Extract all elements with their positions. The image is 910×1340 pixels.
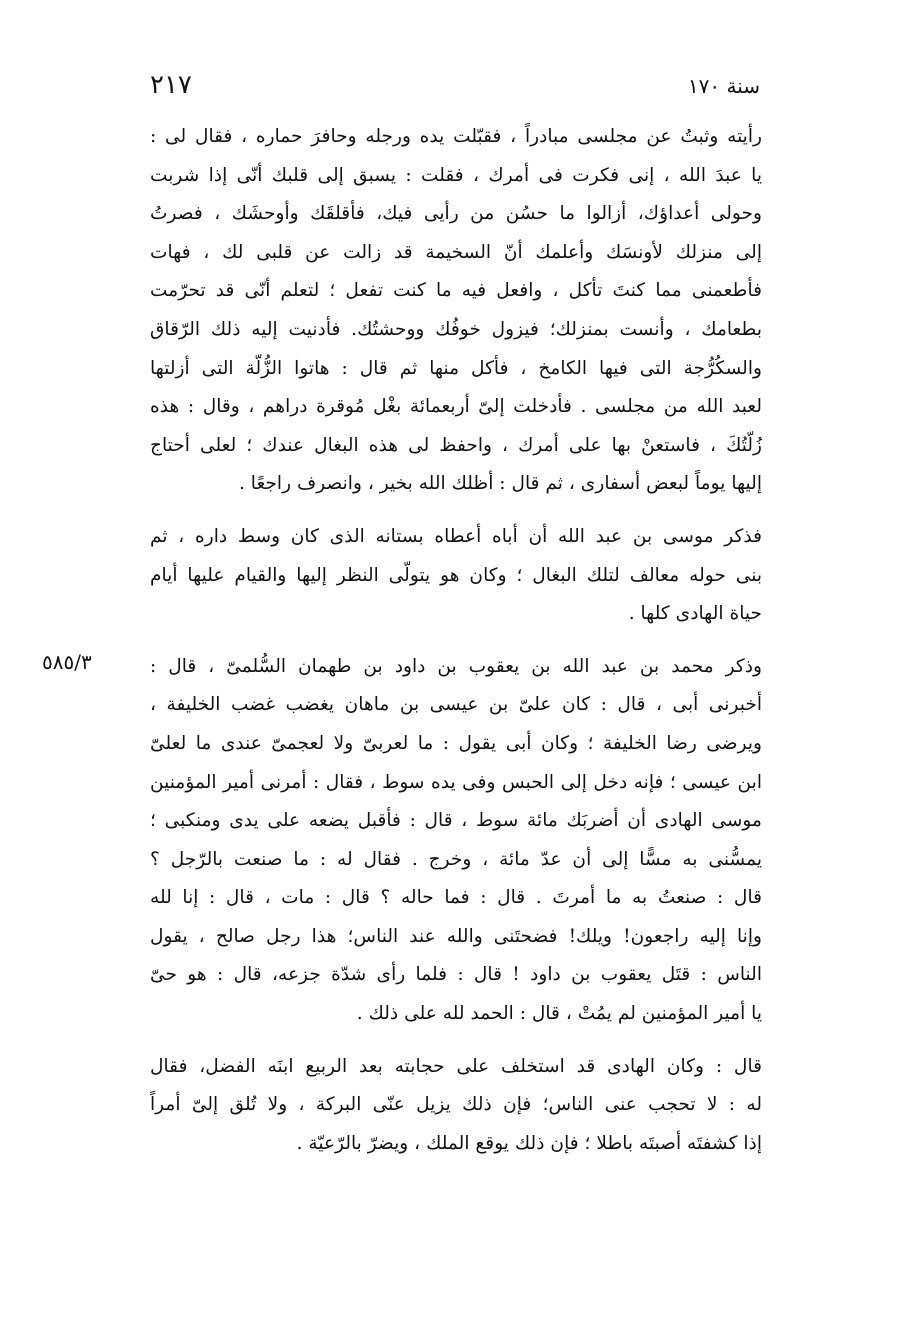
paragraph-4: [150, 1048, 762, 1164]
text-line: لعبد الله من مجلسى . فأدخلت إلىّ أربعمائة بغْل مُوقرة دراهم ، وقال : هذه: [150, 396, 762, 418]
text-line: قال : وكان الهادى قد استخلف على حجابته بعد الربيع ابنَه الفضل، فقال: [150, 1055, 762, 1077]
text-line: أخبرنى أبى ، قال : كان علىّ بن عيسى بن ماهان يغضب غضب الخليفة ،: [150, 694, 762, 716]
text-line: ابن عيسى ؛ فإنه دخل إلى الحبس وفى يده سوط ، فقال : أمرنى أمير المؤمنين: [150, 771, 762, 793]
text-line: زُلّتُكَ ، فاستعنْ بها على أمرك ، واحفظ لى هذه البغال عندك ؛ لعلى أحتاج: [150, 434, 762, 456]
text-line: موسى الهادى أن أضربَك مائة سوط ، قال : فأقبل يضعه على يدى ومنكبى ؛: [150, 810, 762, 832]
text-line: قال : صنعتُ به ما أمرتَ . قال : فما حاله ؟ قال : مات ، قال : إنا لله: [150, 887, 762, 909]
text-line: بطعامك ، وأنست بمنزلك؛ فيزول خوفُك ووحشتُك. فأدنيت إليه ذلك الرّقاق: [150, 318, 762, 340]
text-line: والسكُرُّجة التى فيها الكامخ ، فأكل منها ثم قال : هاتوا الزُّلّة التى أزلتها: [150, 357, 762, 379]
paragraph-1: [150, 118, 762, 504]
text-line: إذا كشفتَه أصبتَه باطلا ؛ فإن ذلك يوقع الملك ، ويضرّ بالرّعيّة .: [296, 1132, 762, 1154]
text-line: فأطعمنى مما كنتَ تأكل ، وافعل فيه ما كنت تفعل ؛ لتعلم أنّى قد تحرّمت: [150, 280, 762, 302]
text-line: رأيته وثبتُ عن مجلسى مبادراً ، فقبّلت يده ورجله وحافرَ حماره ، فقال لى :: [150, 126, 762, 147]
page-number: ٢١٧: [150, 70, 192, 100]
text-line: الناس : قتَل يعقوب بن داود ! قال : فلما رأى شدّة جزعه، قال : هو حىّ: [150, 964, 762, 986]
text-line: وحولى أعداؤك، أزالوا ما حسُن من رأيى فيك، فأقلقَك وأوحشَك ، فصرتُ: [150, 203, 762, 225]
text-line: له : لا تحجب عنى الناس؛ فإن ذلك يزيل عنّى البركة ، ولا تُلق إلىّ أمراً: [150, 1094, 762, 1116]
margin-reference: ٥٨٥/٣: [42, 650, 92, 674]
running-title: سنة ١٧٠: [687, 74, 760, 98]
text-line: ويرضى رضا الخليفة ؛ وكان أبى يقول : ما لعربىّ ولا لعجمىّ عندى ما لعلىّ: [150, 732, 762, 754]
text-line: إليها يوماً لبعض أسفارى ، ثم قال : أظلك الله بخير ، وانصرف راجعًا .: [238, 473, 762, 495]
text-line: يمسُّنى به مسًّا إلى أن عدّ مائة ، وخرج . فقال له : ما صنعت بالرّجل ؟: [150, 848, 762, 870]
text-line: إلى منزلك لأونسَك وأعلمك أنّ السخيمة قد زالت عن قلبى لك ، فهات: [150, 241, 762, 263]
text-line: يا عبدَ الله ، إنى فكرت فى أمرك ، فقلت : يسبق إلى قلبك أنّى إذا شربت: [150, 164, 762, 186]
text-line: وذكر محمد بن عبد الله بن يعقوب بن داود بن طهمان السُّلمىّ ، قال :: [150, 655, 762, 677]
text-line: حياة الهادى كلها .: [628, 603, 762, 625]
text-line: وإنا إليه راجعون! ويلك! فضحتَنى والله عند الناس؛ هذا رجل صالح ، يقول: [150, 925, 762, 947]
paragraph-3: [150, 648, 762, 1034]
text-line: يا أمير المؤمنين لم يمُتْ ، قال : الحمد لله على ذلك .: [356, 1003, 762, 1025]
text-line: فذكر موسى بن عبد الله أن أباه أعطاه بستانه الذى كان وسط داره ، ثم: [150, 525, 762, 547]
paragraph-2: [150, 518, 762, 634]
body-text: [150, 118, 762, 1163]
text-line: بنى حوله معالف لتلك البغال ؛ وكان هو يتولّى النظر إليها والقيام عليها أيام: [150, 564, 762, 586]
page-header: [150, 70, 760, 110]
